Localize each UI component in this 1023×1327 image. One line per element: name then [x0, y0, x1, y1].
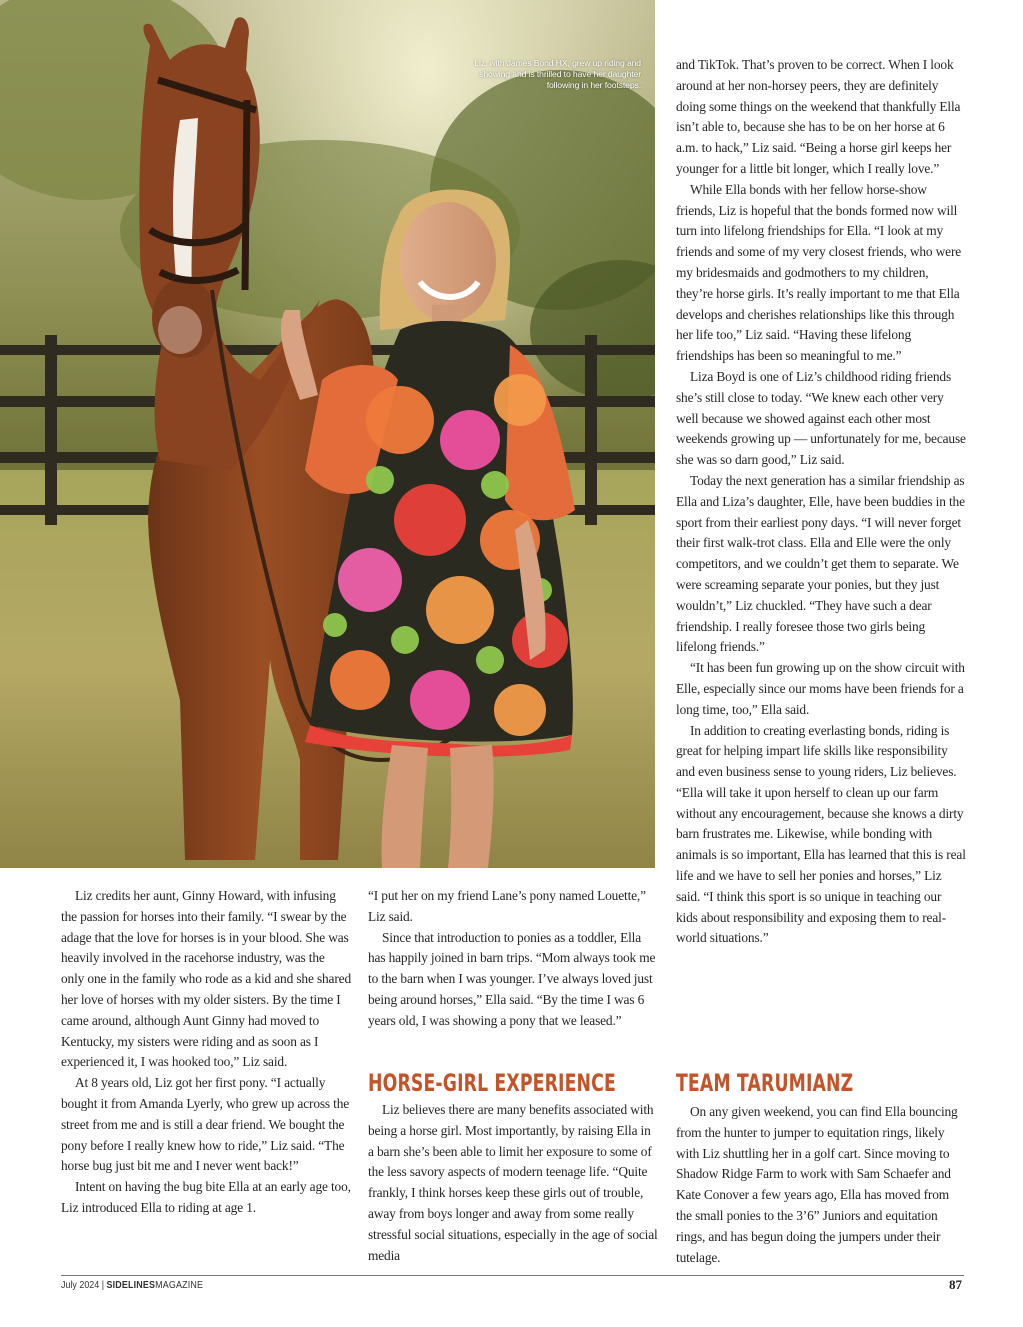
- right-column: [676, 55, 966, 949]
- footer-brand-regular: MAGAZINE: [155, 1279, 204, 1291]
- paragraph: At 8 years old, Liz got her first pony. “I actually bought it from Amanda Lyerly, who grew up across the street from me and is still a dear friend. We bought the pony before I really knew how to ride,” Liz said. “The horse bug just bit me and I never went back!”: [61, 1075, 350, 1174]
- paragraph: Since that introduction to ponies as a toddler, Ella has happily joined in barn trips. “Mom always took me to the barn when I was younger. I’ve always loved just being around horses,” Ella said. “By the time I was 6 years old, I was showing a pony that we leased.”: [368, 929, 656, 1028]
- paragraph: “It has been fun growing up on the show circuit with Elle, especially since our moms have been friends for a long time, too,” Ella said.: [676, 660, 965, 717]
- column-3: [676, 1102, 966, 1268]
- footer-date: July 2024: [61, 1279, 100, 1291]
- paragraph: In addition to creating everlasting bonds, riding is great for helping impart life skills like responsibility and even business sense to young riders, Liz believes. “Ella will take it upon herself to clean up our farm without any encouragement, because she knows a dirty barn frustrates me. Likewise, while bonding with animals is so important, Ella has learned that this is real life and we have to sell her ponies and horses,” Liz said. “I think this sport is so unique in teaching our kids about responsibility and exposing them to real-world situations.”: [676, 722, 966, 946]
- photo-caption: Liz, with James Bond HX, grew up riding and showing and is thrilled to have her daughter following in her footsteps.: [474, 58, 641, 90]
- paragraph: Liz believes there are many benefits associated with being a horse girl. Most importantly, by raising Ella in a barn she’s been able to limit her exposure to some of the less savory aspects of modern teenage life. “Quite frankly, I think horses keep these girls out of trouble, away from boys longer and away from some really stressful social situations, especially in the age of social media: [368, 1102, 658, 1263]
- paragraph: On any given weekend, you can find Ella bouncing from the hunter to jumper to equitation rings, likely with Liz shuttling her in a golf cart. Since moving to Shadow Ridge Farm to work with Sam Schaefer and Kate Conover a few years ago, Ella has moved from the small ponies to the 3’6” Juniors and equitation rings, and has begun doing the jumpers under their tutelage.: [676, 1104, 958, 1265]
- paragraph: While Ella bonds with her fellow horse-show friends, Liz is hopeful that the bonds formed now will turn into lifelong friendships for Ella. “I look at my friends and some of my very closest friends, who were my bridesmaids and godmothers to my children, they’re horse girls. It’s really important to me that Ella develops and cherishes relationships like this through her life too,” Liz said. “Having these lifelong friendships has been so meaningful to me.”: [676, 181, 962, 364]
- column-2: [368, 886, 658, 1032]
- page-number: 87: [949, 1277, 962, 1292]
- paragraph: Liz credits her aunt, Ginny Howard, with infusing the passion for horses into their family. “I swear by the adage that the love for horses is in your blood. She was heavily involved in the racehorse industry, was the only one in the family who rode as a kid and she shared her love of horses with my older sisters. By the time I came around, although Aunt Ginny had moved to Kentucky, my sisters were riding and as soon as I experienced it, I was hooked too,” Liz said.: [61, 888, 351, 1070]
- footer-rule: [61, 1275, 964, 1276]
- paragraph: Liza Boyd is one of Liz’s childhood riding friends she’s still close to today. “We knew each other very well because we showed against each other most weekends growing up — unfortunately for me, because she was so darn good,” Liz said.: [676, 368, 966, 468]
- paragraph: and TikTok. That’s proven to be correct. When I look around at her non-horsey peers, they are definitely doing some things on the weekend that thankfully Ella isn’t able to, because she has to be on her horse at 6 a.m. to hack,” Liz said. “Being a horse girl keeps her younger for a little bit longer, which I really love.”: [676, 57, 961, 176]
- column-2-continued: [368, 1100, 658, 1266]
- paragraph: “I put her on my friend Lane’s pony named Louette,” Liz said.: [368, 888, 646, 924]
- paragraph: Today the next generation has a similar friendship as Ella and Liza’s daughter, Elle, have been buddies in the sport from their earliest pony days. “I will never forget their first walk-trot class. Ella and Elle were the only competitors, and we couldn’t get them to separate. We were screaming separate your ponies, but they just wouldn’t,” Liz chuckled. “They have such a dear friendship. I really foresee those two girls being lifelong friends.”: [676, 472, 965, 655]
- paragraph: Intent on having the bug bite Ella at an early age too, Liz introduced Ella to riding at age 1.: [61, 1179, 351, 1215]
- horse-and-rider-image: [0, 0, 655, 868]
- section-heading-horse-girl: HORSE-GIRL EXPERIENCE: [368, 1069, 616, 1097]
- footer-separator: |: [101, 1279, 105, 1291]
- footer-issue: [61, 1279, 203, 1291]
- section-heading-team-tarumianz: TEAM TARUMIANZ: [676, 1069, 854, 1097]
- column-1: [61, 886, 351, 1219]
- feature-photo: [0, 0, 655, 868]
- footer-brand-bold: SIDELINES: [106, 1279, 156, 1291]
